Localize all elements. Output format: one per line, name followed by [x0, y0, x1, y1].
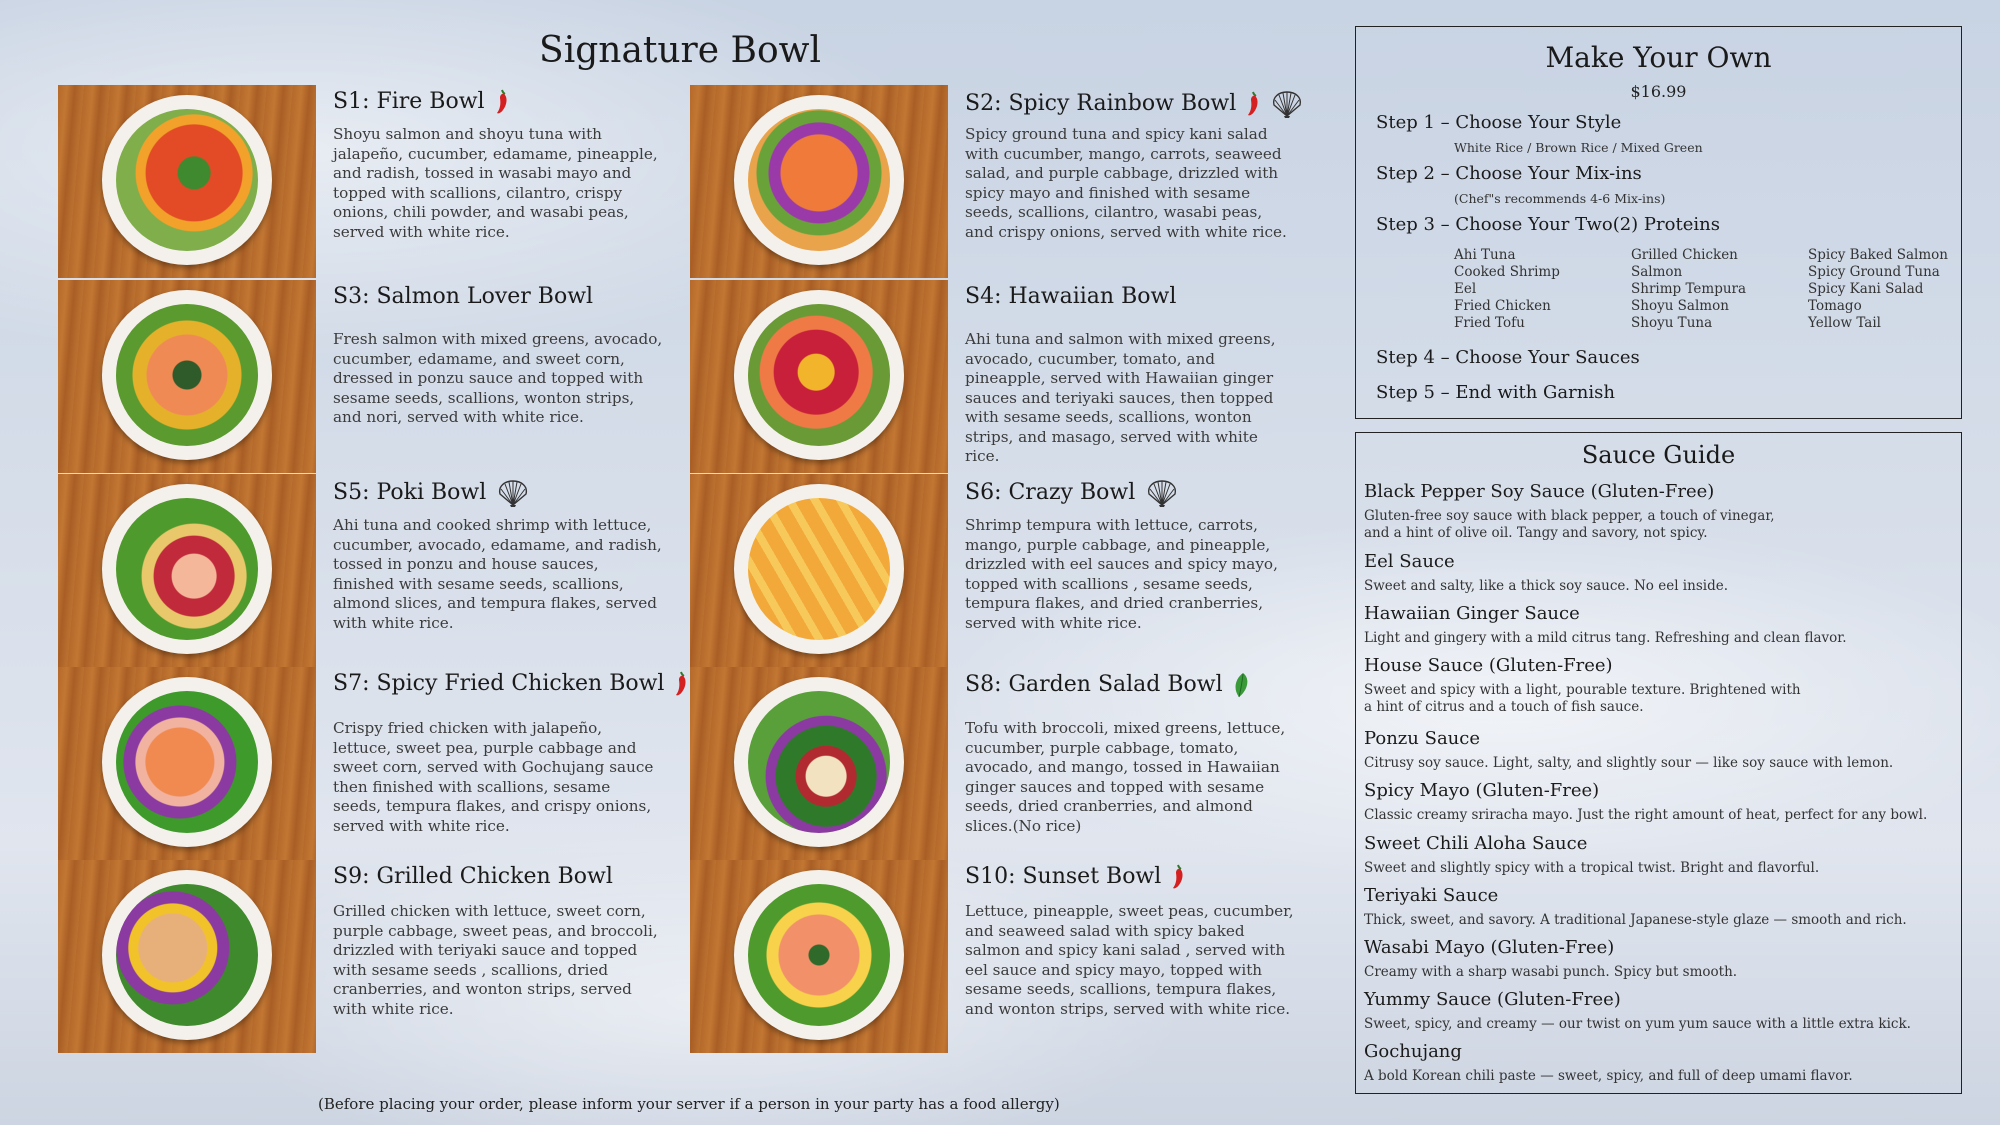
sauce-description: Sweet and spicy with a light, pourable texture. Brightened with a hint of citrus and a touch of fish sauce. [1364, 682, 1801, 715]
bowl-description: Lettuce, pineapple, sweet peas, cucumber, and seaweed salad with spicy baked salmon and spicy kani salad , served with eel sauce and spicy mayo, topped with sesame seeds, scallions, tempura flakes, and wonton strips, served with white rice. [965, 902, 1294, 1018]
protein-list-col1 [1454, 247, 1560, 332]
seashell-icon [496, 478, 530, 508]
bowl-photo [690, 667, 948, 860]
step-2: Step 2 – Choose Your Mix-ins [1376, 163, 1642, 184]
bowl-name: S7: Spicy Fried Chicken Bowl [333, 671, 688, 697]
protein-item: Shoyu Tuna [1631, 315, 1713, 331]
leaf-icon [1233, 671, 1249, 699]
step-1: Step 1 – Choose Your Style [1376, 112, 1622, 133]
bowl-description: Crispy fried chicken with jalapeño, lettuce, sweet pea, purple cabbage and sweet corn, served with Gochujang sauce then finished with scallions, sesame seeds, tempura flakes, and crispy onions, served with white rice. [333, 719, 654, 835]
bowl-card-s10 [690, 860, 1320, 1053]
step-5: Step 5 – End with Garnish [1376, 382, 1615, 403]
protein-item: Fried Tofu [1454, 315, 1525, 331]
bowl-name: S1: Fire Bowl [333, 89, 509, 115]
sauce-item [1364, 603, 1934, 647]
bowl-description: Shoyu salmon and shoyu tuna with jalapeño, cucumber, edamame, pineapple, and radish, tossed in wasabi mayo and topped with scallions, cilantro, crispy onions, chili powder, and wasabi peas, served with white rice. [333, 125, 658, 241]
sauce-description: Thick, sweet, and savory. A traditional Japanese-style glaze — smooth and rich. [1364, 912, 1907, 928]
make-your-own-title: Make Your Own [1545, 41, 1772, 74]
protein-item: Salmon [1631, 264, 1683, 280]
bowl-card-s4 [690, 280, 1320, 473]
bowl-card-s9 [58, 860, 688, 1053]
sauce-description: Citrusy soy sauce. Light, salty, and slightly sour — like soy sauce with lemon. [1364, 755, 1894, 771]
bowl-description: Ahi tuna and salmon with mixed greens, avocado, cucumber, tomato, and pineapple, served with Hawaiian ginger sauces and teriyaki sauces, then topped with sesame seeds, scallions, wonton strips, and masago, served with white rice. [965, 330, 1276, 465]
sauce-name: Teriyaki Sauce [1364, 885, 1499, 906]
sauce-guide-title: Sauce Guide [1581, 441, 1736, 469]
protein-item: Yellow Tail [1808, 315, 1881, 331]
protein-item: Cooked Shrimp [1454, 264, 1560, 280]
sauce-item [1364, 481, 1934, 542]
bowl-description: Grilled chicken with lettuce, sweet corn, purple cabbage, sweet peas, and broccoli, drizzled with teriyaki sauce and topped with sesame seeds , scallions, dried cranberries, and wonton strips, served with white rice. [333, 902, 658, 1018]
bowl-name: S8: Garden Salad Bowl [965, 671, 1249, 699]
bowl-photo [690, 280, 948, 473]
sauce-guide-box [1355, 432, 1962, 1094]
bowl-card-s6 [690, 474, 1320, 667]
sauce-description: Sweet and salty, like a thick soy sauce. No eel inside. [1364, 578, 1728, 594]
protein-list-col2 [1631, 247, 1746, 332]
bowl-name: S3: Salmon Lover Bowl [333, 284, 594, 309]
bowl-photo [690, 85, 948, 278]
sauce-item [1364, 885, 1934, 929]
sauce-item [1364, 655, 1934, 716]
step-4: Step 4 – Choose Your Sauces [1376, 347, 1640, 368]
bowl-name: S9: Grilled Chicken Bowl [333, 864, 613, 889]
sauce-name: Yummy Sauce (Gluten-Free) [1364, 989, 1621, 1010]
bowl-description: Spicy ground tuna and spicy kani salad with cucumber, mango, carrots, seaweed salad, and purple cabbage, drizzled with spicy mayo and finished with sesame seeds, scallions, cilantro, wasabi peas, and crispy onions, served with white rice. [965, 125, 1287, 241]
bowl-card-s7 [58, 667, 688, 860]
seashell-icon [1270, 89, 1304, 119]
chili-pepper-icon [1171, 864, 1185, 890]
bowl-card-s1 [58, 85, 688, 278]
sauce-description: Gluten-free soy sauce with black pepper, a touch of vinegar, and a hint of olive oil. Tangy and savory, not spicy. [1364, 508, 1775, 541]
bowl-photo [690, 860, 948, 1053]
sauce-item [1364, 1041, 1934, 1085]
sauce-name: Eel Sauce [1364, 551, 1455, 572]
bowl-description: Shrimp tempura with lettuce, carrots, mango, purple cabbage, and pineapple, drizzled with eel sauces and spicy mayo, topped with scallions , sesame seeds, tempura flakes, and dried cranberries, served with white rice. [965, 516, 1278, 632]
bowl-description: Tofu with broccoli, mixed greens, lettuce, cucumber, purple cabbage, tomato, avocado, and mango, tossed in Hawaiian ginger sauces and topped with sesame seeds, dried cranberries, and almond slices.(No rice) [965, 719, 1286, 835]
allergy-notice: (Before placing your order, please inform your server if a person in your party has a food allergy) [318, 1095, 1060, 1113]
bowl-photo [58, 860, 316, 1053]
bowl-photo [58, 474, 316, 667]
seashell-icon [1145, 478, 1179, 508]
step-1-note: White Rice / Brown Rice / Mixed Green [1454, 140, 1703, 155]
sauce-item [1364, 551, 1934, 595]
chili-pepper-icon [674, 671, 688, 697]
sauce-description: Sweet and slightly spicy with a tropical twist. Bright and flavorful. [1364, 860, 1820, 876]
protein-list-col3 [1808, 247, 1948, 332]
protein-item: Spicy Baked Salmon [1808, 247, 1948, 263]
sauce-description: A bold Korean chili paste — sweet, spicy, and full of deep umami flavor. [1364, 1068, 1853, 1084]
bowl-card-s2 [690, 85, 1320, 278]
sauce-item [1364, 728, 1934, 772]
sauce-name: Black Pepper Soy Sauce (Gluten-Free) [1364, 481, 1715, 502]
sauce-item [1364, 780, 1934, 824]
sauce-item [1364, 989, 1934, 1033]
sauce-name: Spicy Mayo (Gluten-Free) [1364, 780, 1600, 801]
step-3: Step 3 – Choose Your Two(2) Proteins [1376, 214, 1720, 235]
sauce-name: House Sauce (Gluten-Free) [1364, 655, 1613, 676]
bowl-name: S4: Hawaiian Bowl [965, 284, 1177, 309]
sauce-description: Classic creamy sriracha mayo. Just the right amount of heat, perfect for any bowl. [1364, 807, 1928, 823]
bowl-name: S5: Poki Bowl [333, 478, 530, 508]
bowl-description: Fresh salmon with mixed greens, avocado, cucumber, edamame, and sweet corn, dressed in ponzu sauce and topped with sesame seeds, scallions, wonton strips, and nori, served with white rice. [333, 330, 663, 426]
make-your-own-box [1355, 26, 1962, 419]
protein-item: Shoyu Salmon [1631, 298, 1729, 314]
protein-item: Spicy Ground Tuna [1808, 264, 1940, 280]
protein-item: Shrimp Tempura [1631, 281, 1747, 297]
protein-item: Fried Chicken [1454, 298, 1551, 314]
sauce-name: Wasabi Mayo (Gluten-Free) [1364, 937, 1615, 958]
bowl-name: S2: Spicy Rainbow Bowl [965, 89, 1304, 119]
bowl-card-s8 [690, 667, 1320, 860]
bowl-description: Ahi tuna and cooked shrimp with lettuce, cucumber, avocado, edamame, and radish, tossed in ponzu and house sauces, finished with sesame seeds, scallions, almond slices, and tempura flakes, served with white rice. [333, 516, 662, 632]
sauce-description: Sweet, spicy, and creamy — our twist on yum yum sauce with a little extra kick. [1364, 1016, 1911, 1032]
protein-item: Tomago [1808, 298, 1862, 314]
bowl-name: S6: Crazy Bowl [965, 478, 1179, 508]
sauce-item [1364, 937, 1934, 981]
bowl-photo [690, 474, 948, 667]
sauce-name: Sweet Chili Aloha Sauce [1364, 833, 1588, 854]
chili-pepper-icon [495, 89, 509, 115]
make-your-own-price: $16.99 [1630, 82, 1687, 101]
signature-bowl-title: Signature Bowl [539, 30, 821, 71]
chili-pepper-icon [1246, 91, 1260, 117]
sauce-description: Creamy with a sharp wasabi punch. Spicy but smooth. [1364, 964, 1738, 980]
protein-item: Eel [1454, 281, 1477, 297]
protein-item: Grilled Chicken [1631, 247, 1738, 263]
sauce-name: Gochujang [1364, 1041, 1462, 1062]
sauce-description: Light and gingery with a mild citrus tang. Refreshing and clean flavor. [1364, 630, 1847, 646]
protein-item: Ahi Tuna [1454, 247, 1516, 263]
sauce-name: Ponzu Sauce [1364, 728, 1480, 749]
bowl-name: S10: Sunset Bowl [965, 864, 1185, 890]
sauce-name: Hawaiian Ginger Sauce [1364, 603, 1580, 624]
protein-item: Spicy Kani Salad [1808, 281, 1924, 297]
bowl-photo [58, 85, 316, 278]
step-2-note: (Chef"s recommends 4-6 Mix-ins) [1454, 191, 1666, 206]
bowl-photo [58, 280, 316, 473]
sauce-item [1364, 833, 1934, 877]
bowl-photo [58, 667, 316, 860]
bowl-card-s3 [58, 280, 688, 473]
bowl-card-s5 [58, 474, 688, 667]
